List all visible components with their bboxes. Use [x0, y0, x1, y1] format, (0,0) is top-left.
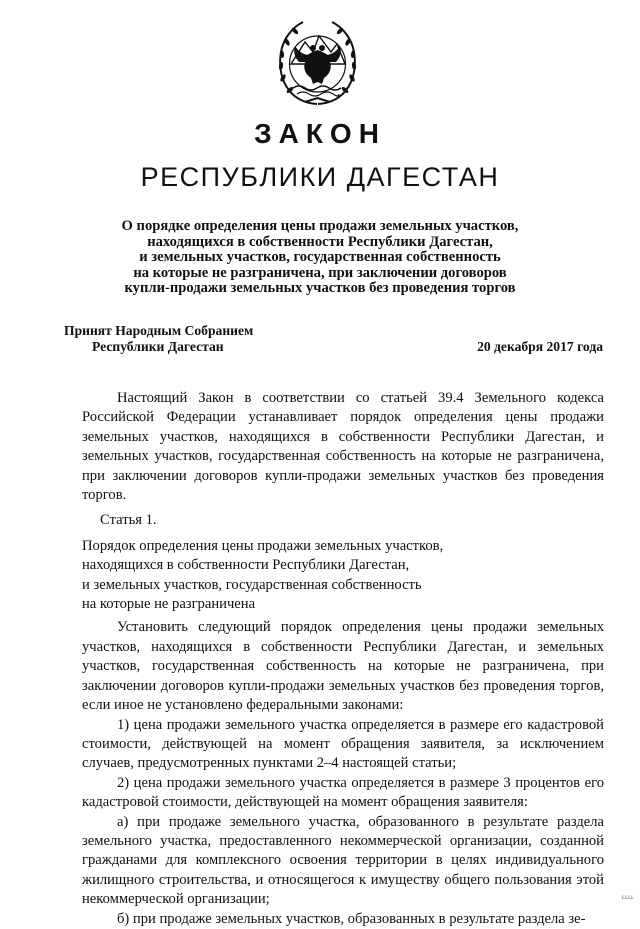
preamble-paragraph: Настоящий Закон в соответствии со статьей 39.4 Земельного кодекса Российской Федерации устанавливает порядок определения цены продажи земельных участков, находящихся в собственности Республики Дагестан, и земельных участков, государственная собственность на которые не разграничена, при заключении договоров купли-продажи земельных участков без проведения торгов. [82, 390, 604, 504]
issuer-heading: РЕСПУБЛИКИ ДАГЕСТАН [140, 162, 500, 192]
adoption-note [64, 323, 253, 354]
article-subitem-a: а) при продаже земельного участка, образованного в результате раздела земельного участка, предоставленного некоммерческой организации, созданной гражданами для комплексного освоения территории в целях индивидуального жилищного строительства, и относящегося к имуществу общего пользования этой некоммерческой организации; [82, 813, 604, 908]
article-paragraph: Установить следующий порядок определения цены продажи земельных участков, находящихся в собственности Республики Дагестан, и земельных участков, государственная собственность на которые не разграничена, при заключении договоров купли-продажи земельных участков без проведения торгов, если иное не установлено федеральными законами: [82, 619, 604, 714]
adoption-date: 20 декабря 2017 года [477, 339, 603, 354]
article-subitem-b: б) при продаже земельных участков, образованных в результате раздела зе- [117, 910, 586, 927]
article-1-heading [82, 511, 604, 530]
law-title-line: О порядке определения цены продажи земельных участков, [121, 218, 519, 234]
adoption-body-line: Республики Дагестан [92, 338, 224, 354]
adoption-body-line: Принят Народным Собранием [64, 323, 254, 338]
document-type-heading: ЗАКОН [254, 118, 386, 149]
law-title [70, 219, 570, 297]
article-title-line: и земельных участков, государственная собственность [82, 576, 422, 593]
law-title-line: на которые не разграничена, при заключении договоров [133, 264, 507, 281]
article-item-2: 2) цена продажи земельного участка определяется в размере 3 процентов его кадастровой стоимости, действующей на момент обращения заявителя: [82, 774, 604, 811]
article-item-1: 1) цена продажи земельного участка определяется в размере его кадастровой стоимости, действующей на момент обращения заявителя, за исключением случаев, предусмотренных пунктами 2–4 настоящей статьи; [82, 716, 604, 772]
law-title-line: находящихся в собственности Республики Дагестан, [147, 233, 493, 250]
article-title-line: находящихся в собственности Республики Дагестан, [82, 557, 410, 574]
law-body [82, 389, 604, 929]
dagestan-coat-of-arms-icon [275, 18, 360, 108]
article-title [157, 511, 161, 530]
law-title-line: и земельных участков, государственная собственность [139, 249, 501, 266]
article-number: Статья 1. [100, 512, 157, 529]
law-title-line: купли-продажи земельных участков без проведения торгов [124, 280, 516, 297]
scan-corner-mark: ʟʟʟʟ [621, 893, 634, 901]
article-title-line: на которые не разграничена [82, 596, 256, 613]
article-title-line: Порядок определения цены продажи земельных участков, [82, 537, 444, 554]
